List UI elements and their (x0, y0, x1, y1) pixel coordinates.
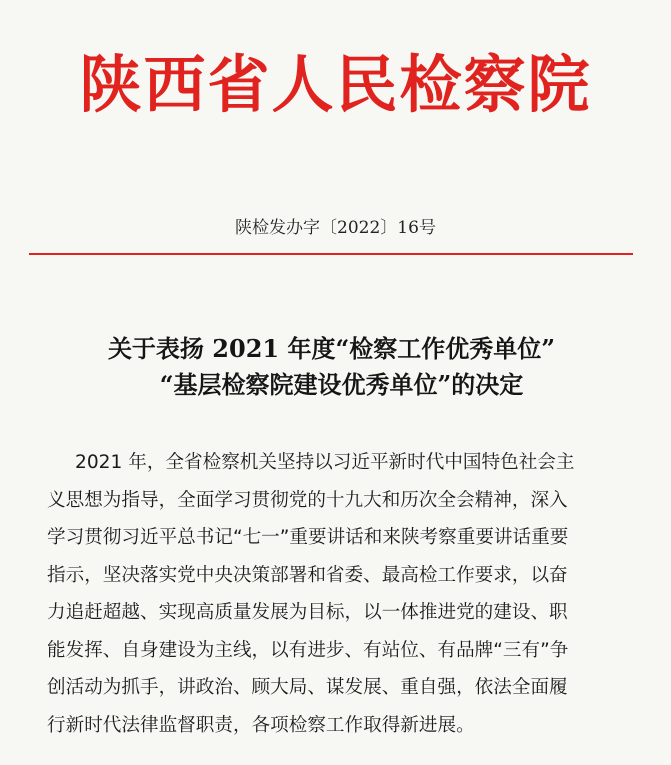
red-divider (29, 253, 633, 255)
body-paragraph (47, 444, 637, 744)
body-line: 能发挥、自身建设为主线，以有进步、有站位、有品牌“三有”争 (47, 639, 569, 661)
body-line: 行新时代法律监督职责，各项检察工作取得新进展。 (47, 714, 475, 736)
body-line: 力追赶超越、实现高质量发展为目标，以一体推进党的建设、职 (47, 602, 568, 623)
decision-title-line-2: “基层检察院建设优秀单位”的决定 (159, 370, 524, 399)
body-line: 创活动为抓手，讲政治、顾大局、谋发展、重自强，依法全面履 (47, 677, 568, 698)
org-title: 陕西省人民检察院 (79, 48, 592, 121)
body-line: 学习贯彻习近平总书记“七一”重要讲话和来陕考察重要讲话重要 (47, 527, 569, 548)
decision-title-line-1: 关于表扬 2021 年度“检察工作优秀单位” (107, 334, 556, 363)
body-line: 义思想为指导，全面学习贯彻党的十九大和历次全会精神，深入 (47, 489, 568, 511)
document-number: 陕检发办字〔2022〕16号 (235, 218, 436, 238)
body-line: 指示，坚决落实党中央决策部署和省委、最高检工作要求，以奋 (47, 564, 568, 586)
body-line: 2021 年，全省检察机关坚持以习近平新时代中国特色社会主 (75, 452, 575, 473)
